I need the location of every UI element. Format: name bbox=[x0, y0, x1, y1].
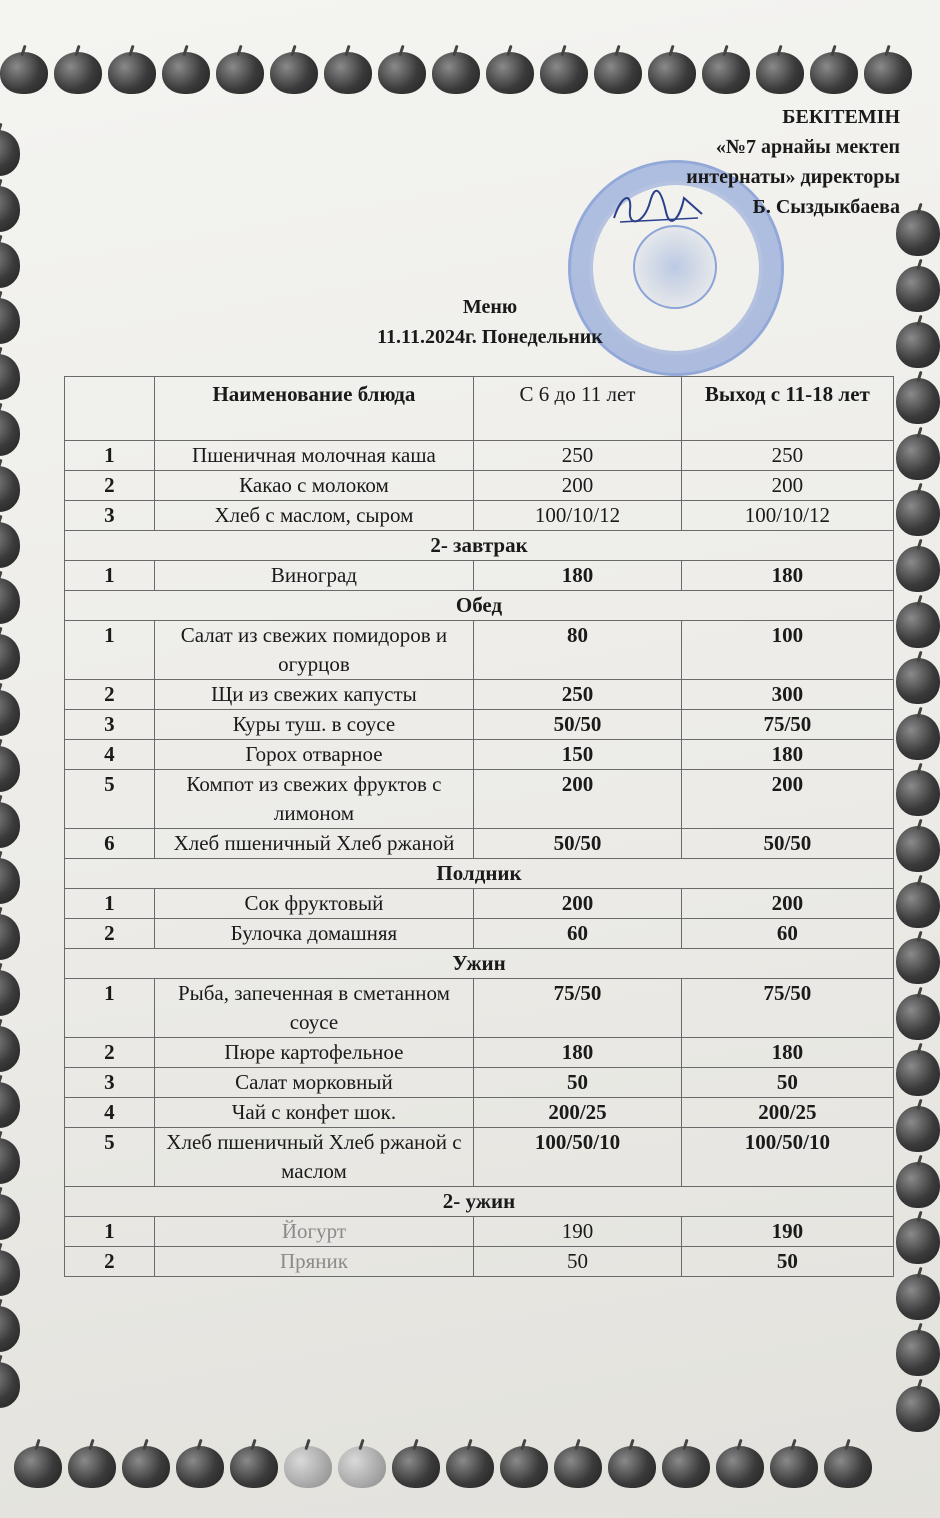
portion-6-11: 190 bbox=[474, 1217, 681, 1247]
apple-icon bbox=[486, 52, 534, 94]
apple-icon bbox=[810, 52, 858, 94]
dish-name: Горох отварное bbox=[154, 740, 474, 770]
apple-icon bbox=[0, 802, 20, 848]
dish-name: Хлеб пшеничный Хлеб ржаной bbox=[154, 829, 474, 859]
apple-icon bbox=[896, 434, 940, 480]
apple-icon bbox=[0, 578, 20, 624]
portion-6-11: 50/50 bbox=[474, 829, 681, 859]
row-number: 1 bbox=[65, 979, 155, 1038]
row-number: 3 bbox=[65, 710, 155, 740]
apple-icon bbox=[896, 882, 940, 928]
apple-icon bbox=[0, 130, 20, 176]
apple-icon bbox=[896, 938, 940, 984]
apple-icon bbox=[68, 1446, 116, 1488]
apple-icon bbox=[896, 1386, 940, 1432]
approval-title: БЕКІТЕМІН bbox=[782, 106, 900, 128]
table-header-row bbox=[65, 377, 894, 441]
portion-11-18: 250 bbox=[681, 441, 893, 471]
apple-icon bbox=[176, 1446, 224, 1488]
portion-6-11: 200 bbox=[474, 471, 681, 501]
portion-6-11: 180 bbox=[474, 1038, 681, 1068]
portion-11-18: 75/50 bbox=[681, 710, 893, 740]
portion-11-18: 200/25 bbox=[681, 1098, 893, 1128]
row-number: 1 bbox=[65, 889, 155, 919]
portion-6-11: 60 bbox=[474, 919, 681, 949]
apple-icon bbox=[594, 52, 642, 94]
apple-icon bbox=[54, 52, 102, 94]
apple-icon bbox=[230, 1446, 278, 1488]
apple-icon bbox=[216, 52, 264, 94]
row-number: 4 bbox=[65, 740, 155, 770]
portion-11-18: 50 bbox=[681, 1068, 893, 1098]
apple-icon bbox=[554, 1446, 602, 1488]
apple-icon bbox=[0, 52, 48, 94]
apple-icon bbox=[0, 1138, 20, 1184]
portion-11-18: 50/50 bbox=[681, 829, 893, 859]
apple-icon bbox=[756, 52, 804, 94]
row-number: 3 bbox=[65, 501, 155, 531]
apple-icon bbox=[662, 1446, 710, 1488]
portion-11-18: 180 bbox=[681, 740, 893, 770]
table-row bbox=[65, 471, 894, 501]
apple-icon bbox=[896, 994, 940, 1040]
row-number: 2 bbox=[65, 471, 155, 501]
apple-icon bbox=[108, 52, 156, 94]
row-number: 1 bbox=[65, 561, 155, 591]
portion-6-11: 180 bbox=[474, 561, 681, 591]
section-title: Обед bbox=[65, 591, 894, 621]
apple-icon bbox=[14, 1446, 62, 1488]
table-row bbox=[65, 740, 894, 770]
dish-name: Рыба, запеченная в сметанном соусе bbox=[154, 979, 474, 1038]
header-number bbox=[65, 377, 155, 441]
portion-6-11: 200 bbox=[474, 770, 681, 829]
portion-11-18: 200 bbox=[681, 770, 893, 829]
portion-6-11: 100/10/12 bbox=[474, 501, 681, 531]
apple-icon bbox=[770, 1446, 818, 1488]
portion-6-11: 100/50/10 bbox=[474, 1128, 681, 1187]
dish-name: Пряник bbox=[154, 1247, 474, 1277]
apple-icon bbox=[0, 858, 20, 904]
apple-icon bbox=[896, 826, 940, 872]
portion-6-11: 200/25 bbox=[474, 1098, 681, 1128]
apple-icon bbox=[896, 1218, 940, 1264]
apple-icon bbox=[896, 1162, 940, 1208]
table-row bbox=[65, 561, 894, 591]
row-number: 2 bbox=[65, 1247, 155, 1277]
header-dish-name: Наименование блюда bbox=[154, 377, 474, 441]
apple-icon bbox=[896, 1050, 940, 1096]
apple-icon bbox=[540, 52, 588, 94]
row-number: 2 bbox=[65, 680, 155, 710]
apple-icon bbox=[500, 1446, 548, 1488]
dish-name: Хлеб пшеничный Хлеб ржаной с маслом bbox=[154, 1128, 474, 1187]
approval-line-1: «№7 арнайы мектеп bbox=[715, 136, 900, 158]
apple-icon bbox=[324, 52, 372, 94]
table-row bbox=[65, 829, 894, 859]
dish-name: Чай с конфет шок. bbox=[154, 1098, 474, 1128]
apple-icon bbox=[446, 1446, 494, 1488]
apple-border-left bbox=[0, 130, 20, 1408]
apple-icon bbox=[0, 1306, 20, 1352]
table-row bbox=[65, 1098, 894, 1128]
approval-line-3: Б. Сыздыкбаева bbox=[752, 196, 900, 218]
apple-icon bbox=[378, 52, 426, 94]
table-row bbox=[65, 1068, 894, 1098]
row-number: 2 bbox=[65, 1038, 155, 1068]
apple-icon bbox=[608, 1446, 656, 1488]
apple-icon bbox=[648, 52, 696, 94]
dish-name: Куры туш. в соусе bbox=[154, 710, 474, 740]
dish-name: Пшеничная молочная каша bbox=[154, 441, 474, 471]
apple-icon bbox=[896, 1274, 940, 1320]
apple-icon bbox=[432, 52, 480, 94]
apple-icon bbox=[0, 970, 20, 1016]
table-row bbox=[65, 1128, 894, 1187]
menu-title: Меню bbox=[462, 296, 518, 318]
apple-icon bbox=[864, 52, 912, 94]
section-title: Ужин bbox=[65, 949, 894, 979]
dish-name: Щи из свежих капусты bbox=[154, 680, 474, 710]
section-title: Полдник bbox=[65, 859, 894, 889]
portion-6-11: 80 bbox=[474, 621, 681, 680]
apple-icon bbox=[896, 1330, 940, 1376]
portion-11-18: 180 bbox=[681, 561, 893, 591]
portion-11-18: 100/50/10 bbox=[681, 1128, 893, 1187]
apple-icon bbox=[896, 322, 940, 368]
apple-icon bbox=[392, 1446, 440, 1488]
apple-border-right bbox=[896, 210, 940, 1432]
apple-icon bbox=[284, 1446, 332, 1488]
approval-block bbox=[686, 102, 900, 222]
dish-name: Булочка домашняя bbox=[154, 919, 474, 949]
apple-icon bbox=[270, 52, 318, 94]
apple-icon bbox=[896, 490, 940, 536]
table-row bbox=[65, 680, 894, 710]
row-number: 1 bbox=[65, 441, 155, 471]
dish-name: Виноград bbox=[154, 561, 474, 591]
portion-11-18: 180 bbox=[681, 1038, 893, 1068]
row-number: 5 bbox=[65, 770, 155, 829]
portion-6-11: 75/50 bbox=[474, 979, 681, 1038]
apple-icon bbox=[896, 714, 940, 760]
portion-11-18: 60 bbox=[681, 919, 893, 949]
table-row bbox=[65, 770, 894, 829]
section-row bbox=[65, 531, 894, 561]
apple-icon bbox=[338, 1446, 386, 1488]
apple-icon bbox=[122, 1446, 170, 1488]
apple-icon bbox=[0, 746, 20, 792]
apple-icon bbox=[896, 210, 940, 256]
portion-11-18: 100 bbox=[681, 621, 893, 680]
portion-11-18: 50 bbox=[681, 1247, 893, 1277]
menu-table bbox=[64, 376, 894, 1277]
table-row bbox=[65, 441, 894, 471]
section-row bbox=[65, 591, 894, 621]
dish-name: Хлеб с маслом, сыром bbox=[154, 501, 474, 531]
apple-icon bbox=[0, 186, 20, 232]
apple-icon bbox=[0, 298, 20, 344]
apple-icon bbox=[896, 546, 940, 592]
section-title: 2- ужин bbox=[65, 1187, 894, 1217]
apple-icon bbox=[0, 1194, 20, 1240]
row-number: 1 bbox=[65, 621, 155, 680]
apple-icon bbox=[0, 354, 20, 400]
apple-border-bottom bbox=[14, 1446, 872, 1488]
portion-6-11: 50 bbox=[474, 1068, 681, 1098]
row-number: 4 bbox=[65, 1098, 155, 1128]
approval-line-2: интернаты» директоры bbox=[686, 166, 900, 188]
apple-icon bbox=[0, 1362, 20, 1408]
portion-11-18: 190 bbox=[681, 1217, 893, 1247]
apple-icon bbox=[0, 242, 20, 288]
apple-icon bbox=[0, 466, 20, 512]
table-row bbox=[65, 501, 894, 531]
portion-6-11: 150 bbox=[474, 740, 681, 770]
menu-heading bbox=[290, 292, 690, 352]
apple-icon bbox=[0, 1250, 20, 1296]
apple-icon bbox=[0, 690, 20, 736]
apple-icon bbox=[896, 770, 940, 816]
apple-icon bbox=[896, 378, 940, 424]
apple-icon bbox=[896, 602, 940, 648]
apple-icon bbox=[0, 914, 20, 960]
table-row bbox=[65, 1247, 894, 1277]
portion-6-11: 250 bbox=[474, 680, 681, 710]
portion-6-11: 200 bbox=[474, 889, 681, 919]
section-title: 2- завтрак bbox=[65, 531, 894, 561]
apple-icon bbox=[716, 1446, 764, 1488]
dish-name: Какао с молоком bbox=[154, 471, 474, 501]
apple-icon bbox=[0, 634, 20, 680]
apple-icon bbox=[0, 410, 20, 456]
apple-icon bbox=[0, 1026, 20, 1072]
portion-11-18: 300 bbox=[681, 680, 893, 710]
apple-icon bbox=[896, 658, 940, 704]
table-row bbox=[65, 1038, 894, 1068]
apple-icon bbox=[162, 52, 210, 94]
row-number: 3 bbox=[65, 1068, 155, 1098]
portion-11-18: 100/10/12 bbox=[681, 501, 893, 531]
header-age-6-11: С 6 до 11 лет bbox=[474, 377, 681, 441]
apple-icon bbox=[896, 1106, 940, 1152]
table-row bbox=[65, 979, 894, 1038]
dish-name: Салат морковный bbox=[154, 1068, 474, 1098]
dish-name: Йогурт bbox=[154, 1217, 474, 1247]
row-number: 2 bbox=[65, 919, 155, 949]
table-row bbox=[65, 621, 894, 680]
portion-6-11: 250 bbox=[474, 441, 681, 471]
dish-name: Пюре картофельное bbox=[154, 1038, 474, 1068]
portion-11-18: 200 bbox=[681, 889, 893, 919]
portion-11-18: 200 bbox=[681, 471, 893, 501]
table-row bbox=[65, 710, 894, 740]
portion-6-11: 50/50 bbox=[474, 710, 681, 740]
section-row bbox=[65, 949, 894, 979]
apple-icon bbox=[896, 266, 940, 312]
section-row bbox=[65, 859, 894, 889]
dish-name: Сок фруктовый bbox=[154, 889, 474, 919]
row-number: 5 bbox=[65, 1128, 155, 1187]
portion-11-18: 75/50 bbox=[681, 979, 893, 1038]
dish-name: Компот из свежих фруктов с лимоном bbox=[154, 770, 474, 829]
apple-icon bbox=[702, 52, 750, 94]
dish-name: Салат из свежих помидоров и огурцов bbox=[154, 621, 474, 680]
table-row bbox=[65, 889, 894, 919]
portion-6-11: 50 bbox=[474, 1247, 681, 1277]
header-age-11-18: Выход с 11-18 лет bbox=[681, 377, 893, 441]
apple-icon bbox=[0, 1082, 20, 1128]
table-row bbox=[65, 1217, 894, 1247]
apple-border-top bbox=[0, 52, 912, 94]
apple-icon bbox=[0, 522, 20, 568]
section-row bbox=[65, 1187, 894, 1217]
row-number: 6 bbox=[65, 829, 155, 859]
table-row bbox=[65, 919, 894, 949]
row-number: 1 bbox=[65, 1217, 155, 1247]
menu-date: 11.11.2024г. Понедельник bbox=[377, 326, 603, 348]
apple-icon bbox=[824, 1446, 872, 1488]
